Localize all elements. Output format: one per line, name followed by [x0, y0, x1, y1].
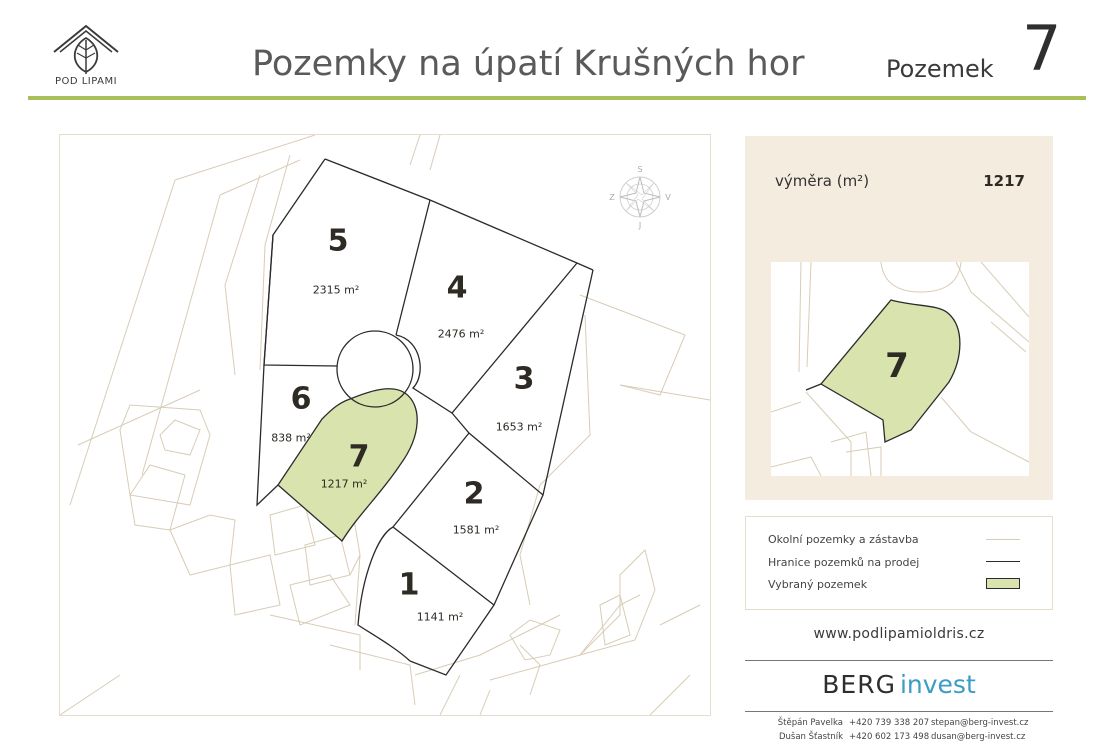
plot-2-area: 1581 m²	[452, 523, 500, 537]
plot-label: Pozemek	[886, 55, 994, 83]
legend-surrounding-line	[986, 539, 1020, 540]
compass-rose	[609, 165, 671, 230]
contact-phone[interactable]: +420 602 173 498	[849, 732, 930, 742]
legend-surrounding-label: Okolní pozemky a zástavba	[768, 533, 919, 546]
inset-plot-number: 7	[885, 346, 909, 386]
contact-email[interactable]: stepan@berg-invest.cz	[931, 718, 1029, 728]
contact-email[interactable]: dusan@berg-invest.cz	[931, 732, 1026, 742]
compass-north-label: S	[637, 165, 643, 174]
contact-name: Dušan Šťastník	[778, 732, 843, 742]
plot-7-number: 7	[348, 439, 370, 475]
plot-3-number: 3	[513, 361, 535, 397]
plot-5-area: 2315 m²	[312, 283, 360, 297]
compass-south-label: J	[638, 221, 642, 230]
contact-phone[interactable]: +420 739 338 207	[849, 718, 930, 728]
plot-4-number: 4	[446, 270, 468, 306]
berg-invest-logo	[745, 670, 1053, 699]
area-label: výměra (m²)	[775, 172, 870, 190]
plot-inset-map	[771, 262, 1029, 476]
area-value: 1217	[983, 172, 1025, 190]
plot-3-area: 1653 m²	[495, 420, 543, 434]
map-legend	[745, 516, 1053, 610]
legend-selected-label: Vybraný pozemek	[768, 578, 868, 591]
plot-1-area: 1141 m²	[416, 610, 464, 624]
legend-boundary-label: Hranice pozemků na prodej	[768, 556, 920, 569]
plot-4-area: 2476 m²	[437, 327, 485, 341]
contact-name: Štěpán Pavelka	[777, 718, 843, 728]
brand-berg: BERG	[822, 670, 896, 699]
logo-text: POD LIPAMI	[54, 76, 118, 87]
plot-6-area: 838 m²	[271, 431, 311, 445]
site-map	[59, 134, 711, 716]
plot-number: 7	[1022, 12, 1062, 85]
plot-boundaries	[257, 159, 593, 675]
plot-info-box	[745, 136, 1053, 500]
plot-5-number: 5	[327, 223, 349, 259]
page-title: Pozemky na úpatí Krušných hor	[252, 44, 805, 84]
compass-east-label: V	[665, 193, 671, 202]
footer-divider-top	[745, 660, 1053, 661]
website-link[interactable]: www.podlipamioldris.cz	[813, 626, 985, 642]
footer-divider-bottom	[745, 711, 1053, 712]
plot-1-number: 1	[398, 567, 420, 603]
plot-6-number: 6	[290, 381, 312, 417]
header-divider	[28, 96, 1086, 100]
compass-west-label: Z	[609, 193, 615, 202]
legend-selected-swatch	[986, 578, 1020, 589]
legend-boundary-line	[986, 561, 1020, 562]
plot-2-number: 2	[463, 476, 485, 512]
brand-invest: invest	[899, 670, 976, 699]
site-map-drawing	[60, 135, 710, 715]
plot-7-area: 1217 m²	[320, 477, 368, 491]
